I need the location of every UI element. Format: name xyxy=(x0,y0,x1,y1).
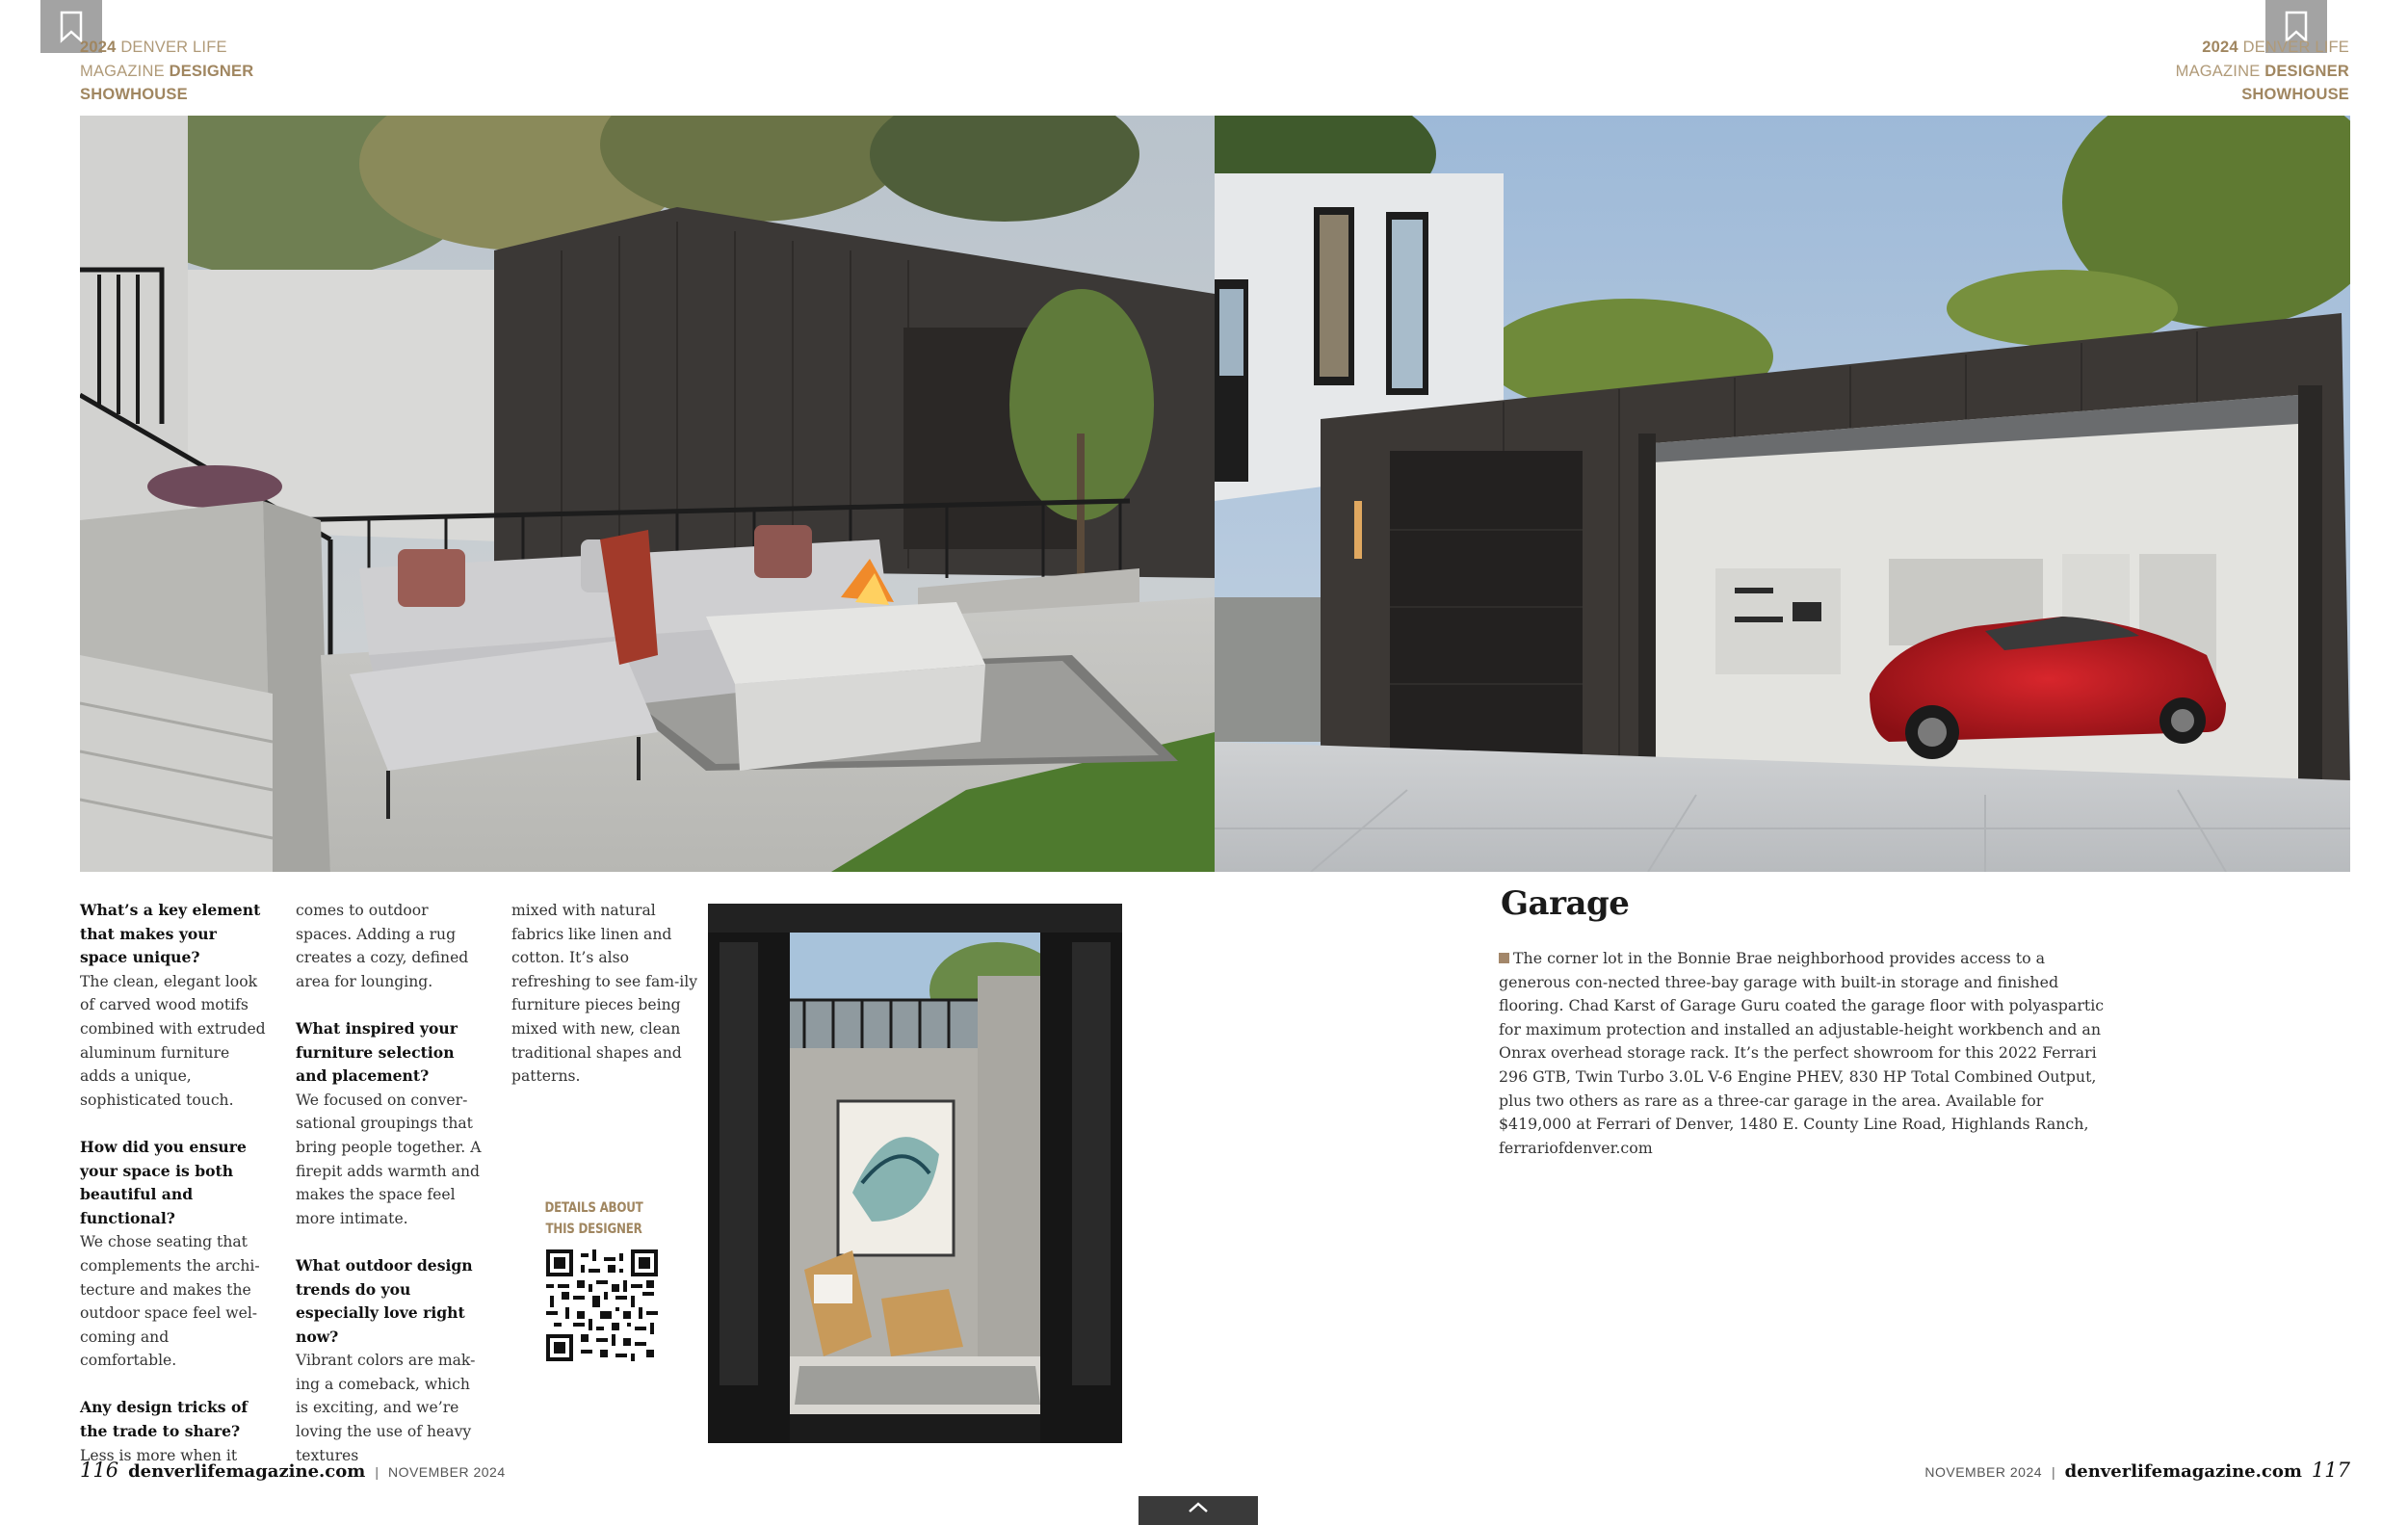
garage-heading: Garage xyxy=(1501,884,1630,923)
answer: mixed with natural fabrics like linen and cotton. It’s also refreshing to see fam-ily furniture pieces being mixed with new, clean traditional shapes and patterns. xyxy=(511,902,698,1086)
details-about-designer-label: DETAILS ABOUT THIS DESIGNER xyxy=(544,1200,643,1237)
issue-date: NOVEMBER 2024 xyxy=(1924,1464,2043,1480)
issue-date: NOVEMBER 2024 xyxy=(387,1464,506,1480)
qa-column-2 xyxy=(296,899,484,1467)
question: How did you ensure your space is both beautiful and functional? xyxy=(80,1137,247,1227)
page-number: 116 xyxy=(80,1459,119,1482)
question: What inspired your furniture selection and placement? xyxy=(296,1018,458,1086)
patio-photo xyxy=(80,116,1215,872)
footer-left: 116 denverlifemagazine.com | NOVEMBER 2024 xyxy=(80,1459,506,1482)
section-marker xyxy=(1499,953,1509,963)
answer: Vibrant colors are mak-ing a comeback, which is exciting, and we’re loving the use of heavy textures xyxy=(296,1352,476,1464)
footer-right: NOVEMBER 2024 | denverlifemagazine.com 117 xyxy=(1924,1459,2350,1482)
showhouse-header-left: 2024 DENVER LIFE MAGAZINE DESIGNER SHOWHOUSE xyxy=(80,39,254,103)
doorway-photo xyxy=(708,904,1122,1443)
qa-column-3 xyxy=(511,899,700,1089)
chevron-up-icon xyxy=(1184,1496,1213,1515)
qr-code[interactable] xyxy=(546,1249,658,1361)
garage-photo xyxy=(1215,116,2350,872)
answer: The clean, elegant look of carved wood motifs combined with extruded aluminum furniture adds a unique, sophisticated touch. xyxy=(80,972,266,1109)
garage-body: The corner lot in the Bonnie Brae neighborhood provides access to a generous con-nected three-bay garage with built-in storage and finished flooring. Chad Karst of Garage Guru coated the garage floor with polyaspartic for maximum protection and installed an adjustable-height workbench and an Onrax overhead storage rack. It’s the perfect showroom for this 2022 Ferrari 296 GTB, Twin Turbo 3.0L V-6 Engine PHEV, 830 HP Total Combined Output, plus two others as rare as a three-car garage in the area. Available for $419,000 at Ferrari of Denver, 1480 E. County Line Road, Highlands Ranch, ferrariofdenver.com xyxy=(1499,949,2105,1157)
site-link[interactable]: denverlifemagazine.com xyxy=(2064,1461,2302,1482)
answer: comes to outdoor spaces. Adding a rug creates a cozy, defined area for lounging. xyxy=(296,902,469,990)
answer: Less is more when it xyxy=(80,1446,238,1464)
answer: We chose seating that complements the archi-tecture and makes the outdoor space feel wel-coming and comfortable. xyxy=(80,1233,260,1370)
page-number: 117 xyxy=(2311,1459,2350,1482)
question: What outdoor design trends do you especially love right now? xyxy=(296,1255,473,1346)
question: Any design tricks of the trade to share? xyxy=(80,1398,249,1441)
site-link[interactable]: denverlifemagazine.com xyxy=(128,1461,366,1482)
showhouse-header-right: 2024 DENVER LIFE MAGAZINE DESIGNER SHOWHOUSE xyxy=(2175,39,2349,103)
question: What’s a key element that makes your space unique? xyxy=(80,901,261,967)
qa-column-1 xyxy=(80,899,269,1467)
scroll-top-button[interactable] xyxy=(1139,1496,1258,1525)
answer: We focused on conver-sational groupings that bring people together. A firepit adds warmth and makes the space feel more intimate. xyxy=(296,1091,482,1227)
